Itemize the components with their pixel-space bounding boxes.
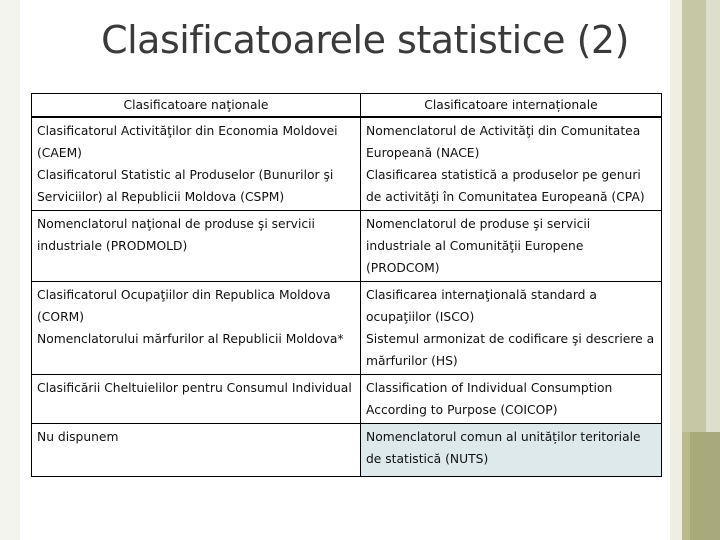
header-national: Clasificatoare naţionale bbox=[32, 94, 361, 118]
cell-text: Clasificarea internaţională standard a ocupaţiilor (ISCO) bbox=[366, 288, 597, 324]
cell-text: Nu dispunem bbox=[37, 430, 119, 444]
table-row bbox=[32, 282, 662, 375]
cell-international bbox=[361, 211, 662, 282]
cell-international bbox=[361, 375, 662, 424]
cell-text: Clasificatorul Ocupaţiilor din Republica Moldova (CORM) bbox=[37, 288, 331, 324]
cell-text: Nomenclatorul comun al unităților teritoriale de statistică (NUTS) bbox=[366, 430, 641, 466]
cell-national bbox=[32, 375, 361, 424]
cell-text: Clasificatorul Statistic al Produselor (Bunurilor şi Serviciilor) al Republicii Moldova (CSPM) bbox=[37, 168, 334, 204]
left-margin-strip bbox=[0, 0, 20, 540]
table-row bbox=[32, 211, 662, 282]
cell-text: Clasificarea statistică a produselor pe genuri de activităţi în Comunitatea Europeană (CPA) bbox=[366, 168, 645, 204]
table-row bbox=[32, 375, 662, 424]
cell-national bbox=[32, 282, 361, 375]
table-header-row bbox=[32, 94, 662, 118]
cell-text: Nomenclatorul de produse şi servicii industriale al Comunităţii Europene (PRODCOM) bbox=[366, 217, 591, 275]
side-bar-highlight bbox=[706, 0, 720, 432]
cell-text: Clasificatorul Activităţilor din Economia Moldovei (CAEM) bbox=[37, 124, 338, 160]
cell-text: Classification of Individual Consumption According to Purpose (COICOP) bbox=[366, 381, 613, 417]
cell-text: Sistemul armonizat de codificare şi descriere a mărfurilor (HS) bbox=[366, 332, 655, 368]
cell-national bbox=[32, 117, 361, 211]
cell-text: Nomenclatorul de Activităţi din Comunitatea Europeană (NACE) bbox=[366, 124, 641, 160]
header-international: Clasificatoare internaționale bbox=[361, 94, 662, 118]
decorative-side-bars bbox=[670, 0, 720, 540]
cell-national bbox=[32, 424, 361, 477]
cell-text: Nomenclatorului mărfurilor al Republicii Moldova* bbox=[37, 332, 344, 346]
side-bar-bottom-box bbox=[690, 432, 720, 540]
side-bar-thin bbox=[670, 0, 682, 540]
table-row bbox=[32, 424, 662, 477]
cell-international bbox=[361, 117, 662, 211]
cell-national bbox=[32, 211, 361, 282]
cell-international bbox=[361, 282, 662, 375]
cell-text: Clasificării Cheltuielilor pentru Consumul Individual bbox=[37, 381, 352, 395]
slide-title: Clasificatoarele statistice (2) bbox=[101, 18, 629, 62]
table-row bbox=[32, 117, 662, 211]
classification-table bbox=[31, 93, 662, 477]
cell-international-highlighted bbox=[361, 424, 662, 477]
cell-text: Nomenclatorul naţional de produse şi servicii industriale (PRODMOLD) bbox=[37, 217, 315, 253]
